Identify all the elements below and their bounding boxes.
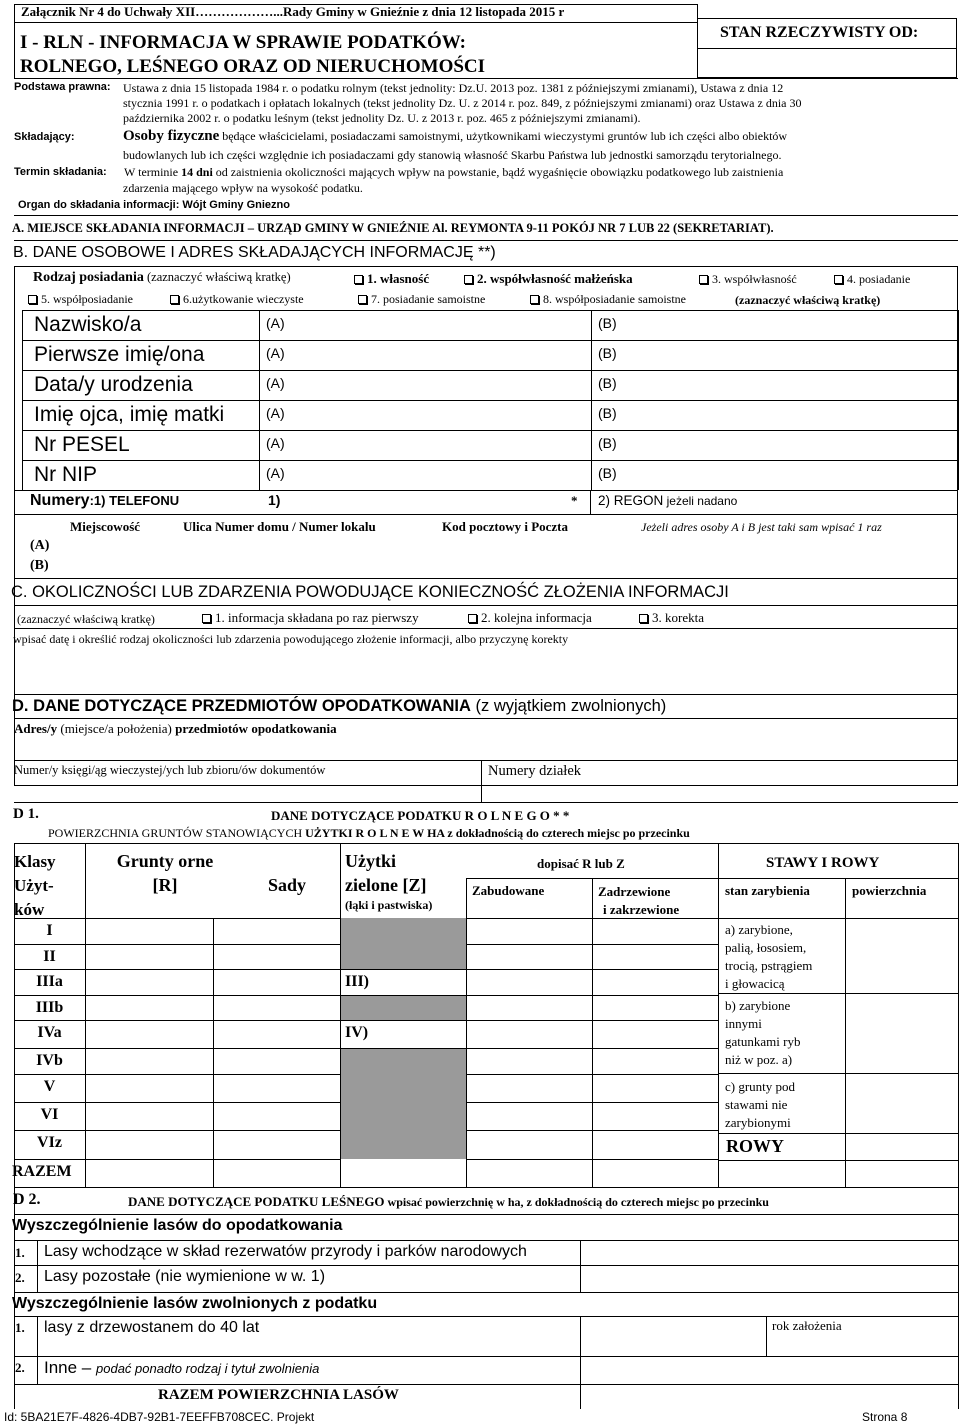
phone-field[interactable]: 1): [268, 492, 281, 508]
person-b-field[interactable]: (B): [598, 315, 617, 331]
class-row-label: VIz: [37, 1134, 62, 1151]
form-title-line1: I - RLN - INFORMACJA W SPRAWIE PODATKÓW:: [20, 32, 466, 53]
ponds-a-label: a) zarybione, palią, łososiem, trocią, pstrągiem i głowacicą: [725, 922, 813, 991]
section-d2-title: DANE DOTYCZĄCE PODATKU LEŚNEGO wpisać powierzchnię w ha, z dokładnością do czterech miejsc po przecinku: [128, 1194, 769, 1209]
person-a-field[interactable]: (A): [266, 375, 285, 391]
circumstance-description-field[interactable]: [14, 648, 958, 694]
ownership-opt-7[interactable]: 7. posiadanie samoistne: [356, 292, 485, 307]
regon-field[interactable]: 2) REGON jeżeli nadano: [598, 493, 738, 508]
status-date-field[interactable]: [697, 48, 957, 78]
header-laki: (łąki i pastwiska): [345, 898, 433, 912]
circumstance-opt-2[interactable]: 2. kolejna informacja: [466, 610, 592, 626]
ownership-opt-4[interactable]: 4. posiadanie: [832, 272, 910, 287]
forest-row-2-label: Lasy pozostałe (nie wymienione w w. 1): [44, 1268, 326, 1285]
ownership-opt-5[interactable]: 5. współposiadanie: [26, 292, 133, 307]
class-row-label: IVb: [36, 1052, 63, 1069]
uzytki-iii: III): [345, 973, 370, 990]
class-row-label: IIIa: [36, 973, 63, 990]
class-row-label: I: [46, 922, 53, 939]
ownership-type: Rodzaj posiadania (zaznaczyć właściwą kratkę): [33, 270, 291, 285]
forests-total-label: RAZEM POWIERZCHNIA LASÓW: [158, 1387, 399, 1403]
legal-basis-line1: Ustawa z dnia 15 listopada 1984 r. o podatku rolnym (tekst jednolity: Dz.U. 2013 poz. 1381 z późniejszymi zmianami), Ustawa z dnia 12: [123, 81, 784, 95]
property-address-field[interactable]: [14, 738, 958, 760]
foundation-year-label: rok założenia: [772, 1318, 842, 1333]
header-stawy: STAWY I ROWY: [766, 855, 880, 871]
form-title-line2: ROLNEGO, LEŚNEGO ORAZ OD NIERUCHOMOŚCI: [20, 56, 486, 77]
personal-row-label: Data/y urodzenia: [34, 373, 193, 396]
property-address-label: Adres/y (miejsce/a położenia) przedmiotów opodatkowania: [14, 721, 337, 736]
ownership-opt-6[interactable]: 6.użytkowanie wieczyste: [168, 292, 304, 307]
ownership-opt-8[interactable]: 8. współposiadanie samoistne: [528, 292, 686, 307]
header-powierzchnia: powierzchnia: [852, 883, 927, 898]
ponds-b-label: b) zarybione innymi gatunkami ryb niż w poz. a): [725, 998, 801, 1067]
page-number: Strona 8: [862, 1410, 908, 1424]
ownership-opt-1[interactable]: 1. własność: [352, 271, 429, 287]
deadline-line2: zdarzenia mającego wpływ na wysokość podatku.: [123, 181, 363, 195]
exempt-row-1-label: lasy z drzewostanem do 40 lat: [44, 1319, 260, 1336]
person-a-field[interactable]: (A): [266, 465, 285, 481]
header-stan-zarybienia: stan zarybienia: [725, 883, 810, 898]
section-a-place: A. MIEJSCE SKŁADANIA INFORMACJI – URZĄD GMINY W GNIEŹNIE Al. REYMONTA 9-11 POKÓJ NR 7 LUB 22 (SEKRETARIAT).: [12, 221, 774, 235]
addr-b-field[interactable]: [60, 557, 958, 578]
ownership-opt-3[interactable]: 3. współwłasność: [697, 272, 797, 287]
personal-row-label: Pierwsze imię/ona: [34, 343, 205, 366]
plot-numbers-label: Numery działek: [488, 763, 582, 779]
addr-b-label: (B): [30, 558, 49, 573]
header-dopisac: dopisać R lub Z: [537, 856, 625, 871]
addr-header-city: Miejscowość: [70, 519, 141, 534]
section-d1-subtitle: POWIERZCHNIA GRUNTÓW STANOWIĄCYCH UŻYTKI R O L N E W HA z dokładnością do czterech miejsc po przecinku: [48, 826, 690, 840]
person-a-field[interactable]: (A): [266, 315, 285, 331]
section-b-title: B. DANE OSOBOWE I ADRES SKŁADAJĄCYCH INFORMACJĘ **): [13, 244, 496, 261]
exempt-row-2-num: 2.: [15, 1360, 25, 1375]
forest-row-1-label: Lasy wchodzące w skład rezerwatów przyrody i parków narodowych: [44, 1243, 527, 1260]
class-total-label: RAZEM: [12, 1163, 72, 1180]
header-zabudowane: Zabudowane: [472, 883, 545, 898]
person-a-field[interactable]: (A): [266, 345, 285, 361]
exempt-row-2-label: Inne – podać ponadto rodzaj i tytuł zwolnienia: [44, 1358, 320, 1377]
personal-row-label: Imię ojca, imię matki: [34, 403, 225, 426]
section-d2-number: D 2.: [13, 1191, 41, 1208]
header-zadrzewione: Zadrzewione i zakrzewione: [598, 884, 680, 917]
ownership-opt-2[interactable]: 2. współwłasność małżeńska: [462, 271, 633, 287]
ponds-c-label: c) grunty pod stawami nie zarybionymi: [725, 1079, 796, 1130]
status-date-label: STAN RZECZYWISTY OD:: [720, 24, 919, 41]
section-c-instruction: wpisać datę i określić rodzaj okoliczności lub zdarzenia powodującego złożenie informacji, albo przyczynę korekty: [13, 632, 569, 646]
person-b-field[interactable]: (B): [598, 435, 617, 451]
header-grunty-orne: Grunty orne [R]: [116, 851, 214, 895]
addr-header-street: Ulica Numer domu / Numer lokalu: [183, 519, 376, 534]
deadline-line1: W terminie 14 dni od zaistnienia okoliczności mających wpływ na powstanie, bądź wygaśnięcie obowiązku podatkowego lub zaistnienia: [124, 165, 784, 179]
addr-header-postcode: Kod pocztowy i Poczta: [442, 519, 569, 534]
section-d1-number: D 1.: [13, 806, 39, 822]
personal-row-label: Nr PESEL: [34, 433, 130, 456]
section-c-title: C. OKOLICZNOŚCI LUB ZDARZENIA POWODUJĄCE KONIECZNOŚĆ ZŁOŻENIA INFORMACJI: [11, 583, 729, 601]
forests-taxed-title: Wyszczególnienie lasów do opodatkowania: [12, 1217, 343, 1234]
person-b-field[interactable]: (B): [598, 405, 617, 421]
land-register-label: Numer/y księgi/ąg wieczystej/ych lub zbioru/ów dokumentów: [14, 763, 326, 777]
legal-basis-line3: października 2002 r. o podatku leśnym (tekst jednolity Dz. U. z 2013 r. poz. 465 z późniejszymi zmianami).: [123, 111, 641, 125]
addr-a-label: (A): [30, 538, 50, 553]
filer-label: Składający:: [14, 131, 75, 143]
uzytki-iv: IV): [345, 1024, 369, 1041]
person-b-field[interactable]: (B): [598, 375, 617, 391]
ownership-hint-end: (zaznaczyć właściwą kratkę): [735, 293, 881, 307]
header-uzytki-zielone: Użytki zielone [Z]: [345, 851, 427, 895]
personal-row-label: Nr NIP: [34, 463, 97, 486]
numbers-label: Numery:1) TELEFONU: [30, 492, 180, 509]
document-id: Id: 5BA21E7F-4826-4DB7-92B1-7EEFFB708CEC. Projekt: [4, 1410, 315, 1424]
filer-line2: budowlanych lub ich części względnie ich posiadaczami gdy stanowią własność Skarbu Państwa lub jednostki samorządu terytorialnego.: [123, 148, 782, 162]
class-row-label: IVa: [37, 1024, 62, 1041]
section-d1-title: DANE DOTYCZĄCE PODATKU R O L N E G O * *: [271, 808, 570, 823]
addr-note: Jeżeli adres osoby A i B jest taki sam wpisać 1 raz: [641, 520, 882, 534]
person-b-field[interactable]: (B): [598, 345, 617, 361]
addr-a-field[interactable]: [60, 536, 958, 557]
rowy-label: ROWY: [726, 1136, 784, 1156]
circumstance-opt-1[interactable]: 1. informacja składana po raz pierwszy: [200, 610, 419, 626]
deadline-label: Termin składania:: [14, 166, 107, 178]
person-b-field[interactable]: (B): [598, 465, 617, 481]
circumstance-opt-3[interactable]: 3. korekta: [637, 610, 704, 626]
person-a-field[interactable]: (A): [266, 435, 285, 451]
exempt-row-1-num: 1.: [15, 1320, 25, 1335]
class-row-label: IIIb: [35, 999, 64, 1016]
phone-required-star: *: [571, 493, 578, 508]
forests-exempt-title: Wyszczególnienie lasów zwolnionych z podatku: [12, 1295, 378, 1312]
class-row-label: VI: [40, 1106, 59, 1123]
header-klasy: Klasy Użyt- ków: [14, 852, 56, 919]
authority: Organ do składania informacji: Wójt Gminy Gniezno: [18, 199, 290, 211]
filer-line1: Osoby fizyczne będące właścicielami, posiadaczami samoistnymi, użytkownikami wieczystymi gruntów lub ich części albo obiektów: [123, 128, 788, 144]
section-c-hint: (zaznaczyć właściwą kratkę): [17, 612, 155, 626]
class-row-label: II: [43, 948, 56, 965]
section-d-title: D. DANE DOTYCZĄCE PRZEDMIOTÓW OPODATKOWANIA (z wyjątkiem zwolnionych): [12, 697, 667, 715]
legal-basis-line2: stycznia 1991 r. o podatkach i opłatach lokalnych (tekst jednolity Dz. U. z 2014 r. poz. 849, z późniejszymi zmianami) oraz Ustawa z dnia 30: [123, 96, 802, 110]
legal-basis-label: Podstawa prawna:: [14, 81, 111, 93]
class-row-label: V: [43, 1078, 56, 1095]
forest-row-2-num: 2.: [15, 1270, 25, 1285]
personal-row-label: Nazwisko/a: [34, 313, 142, 336]
person-a-field[interactable]: (A): [266, 405, 285, 421]
header-sady: Sady: [268, 875, 307, 895]
forest-row-1-num: 1.: [15, 1245, 25, 1260]
attachment-note: Załącznik Nr 4 do Uchwały XII………………...Rady Gminy w Gnieźnie z dnia 12 listopada 2015 r: [21, 4, 565, 19]
